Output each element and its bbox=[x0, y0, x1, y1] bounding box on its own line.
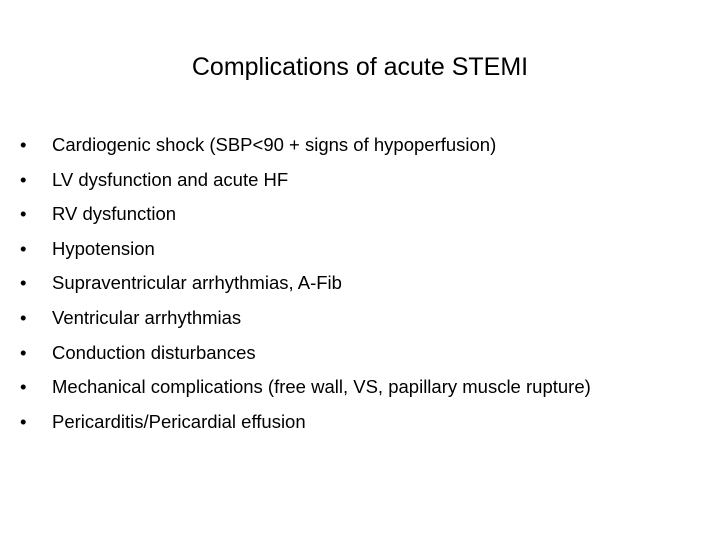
bullet-icon: • bbox=[20, 341, 27, 363]
list-item-text: Ventricular arrhythmias bbox=[52, 306, 242, 328]
bullet-icon: • bbox=[20, 410, 27, 432]
list-item-text: RV dysfunction bbox=[52, 203, 177, 225]
bullet-icon: • bbox=[20, 168, 27, 190]
bullet-icon: • bbox=[20, 272, 27, 294]
bullet-icon: • bbox=[20, 134, 27, 155]
list-item-text: Hypotension bbox=[52, 237, 155, 259]
list-item-text: Pericarditis/Pericardial effusion bbox=[52, 410, 306, 432]
bullet-icon: • bbox=[20, 237, 27, 259]
list-item-text: Supraventricular arrhythmias, A-Fib bbox=[52, 272, 342, 294]
bullet-icon: • bbox=[20, 376, 27, 398]
list-item-text: Mechanical complications (free wall, VS, papillary muscle rupture) bbox=[52, 376, 591, 398]
list-item-text: Cardiogenic shock (SBP<90 + signs of hypoperfusion) bbox=[52, 134, 497, 155]
list-item-text: LV dysfunction and acute HF bbox=[52, 168, 289, 190]
bullet-icon: • bbox=[20, 203, 27, 225]
slide-title: Complications of acute STEMI bbox=[191, 53, 529, 81]
list-item-text: Conduction disturbances bbox=[52, 341, 256, 363]
bullet-icon: • bbox=[20, 306, 27, 328]
